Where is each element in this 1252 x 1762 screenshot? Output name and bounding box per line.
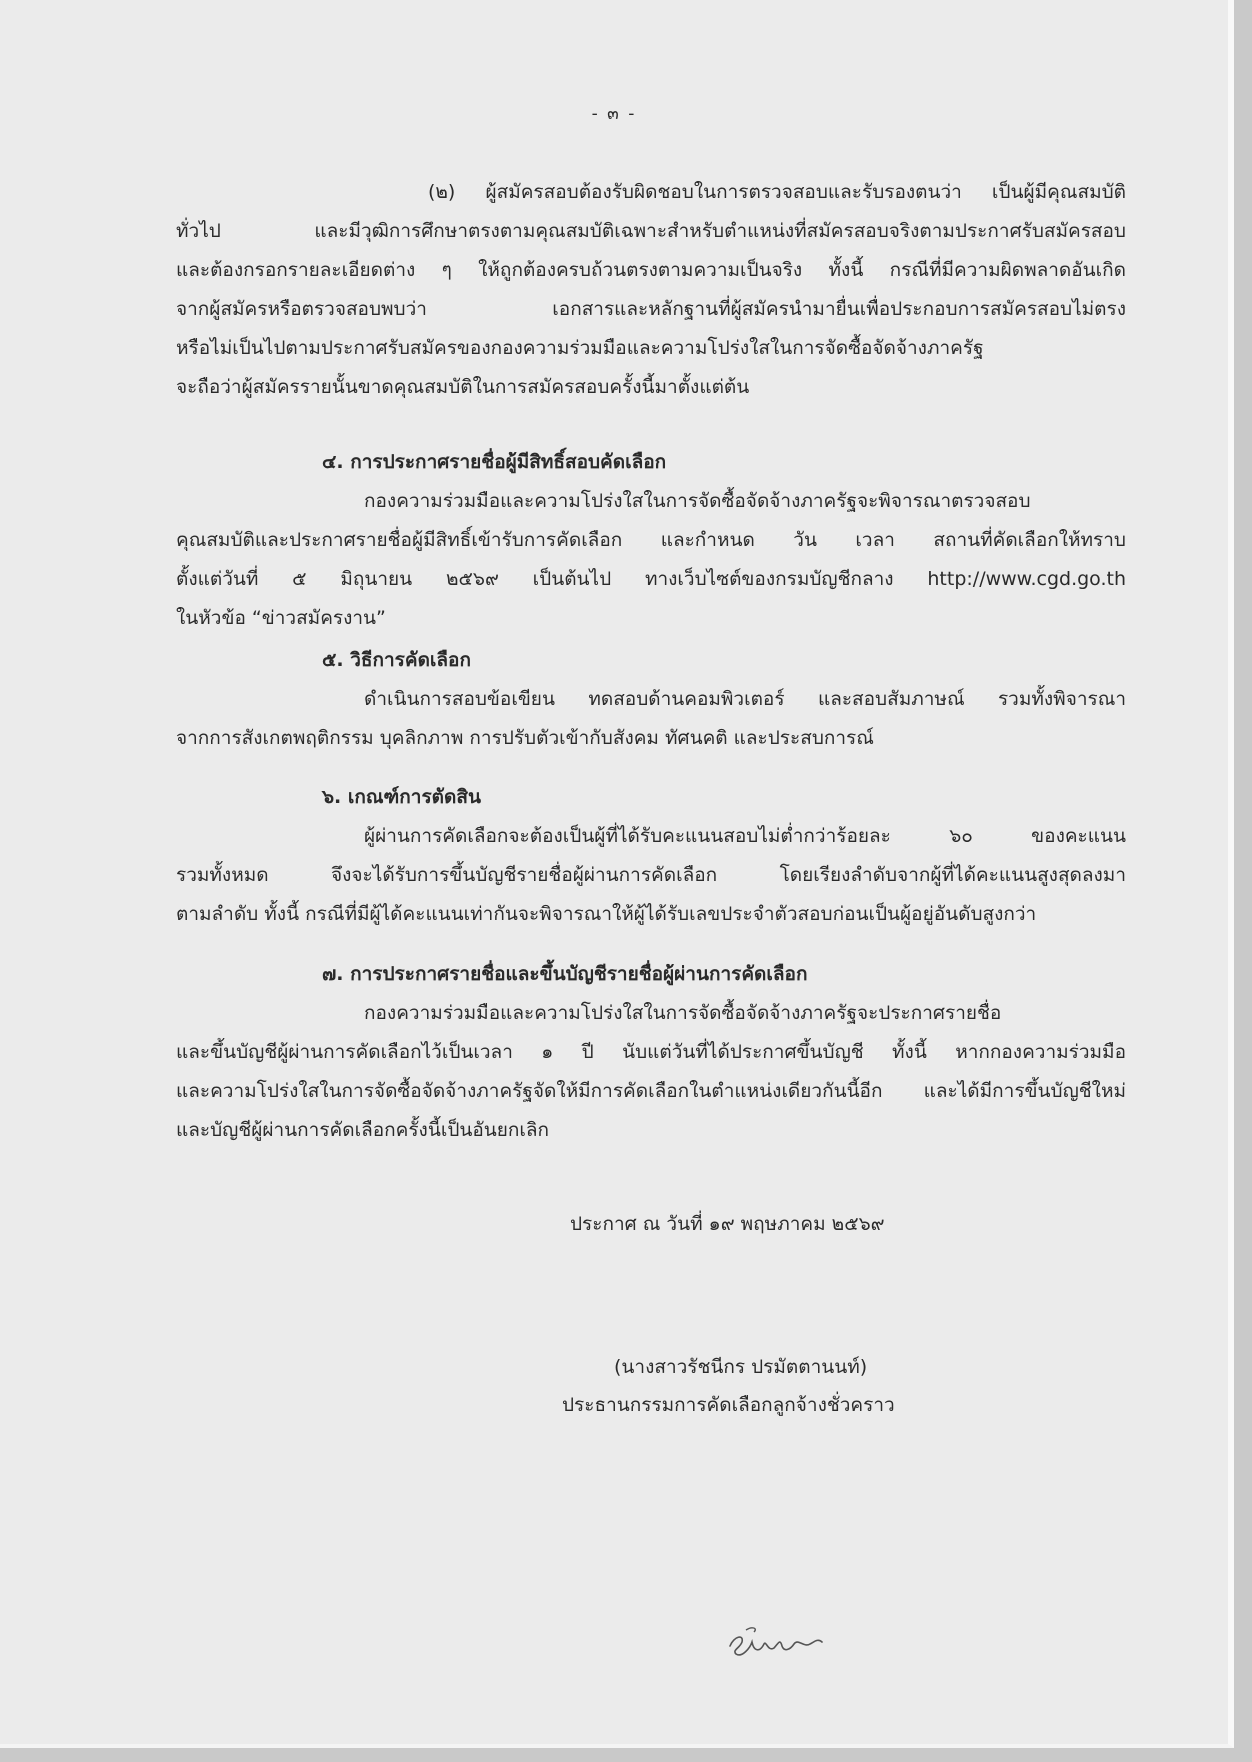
paragraph-line: ทั่วไป และมีวุฒิการศึกษาตรงตามคุณสมบัติเฉพาะสำหรับตำแหน่งที่สมัครสอบจริงตามประกาศรับสมัครสอบ	[176, 220, 1126, 242]
section-4-heading: ๔. การประกาศรายชื่อผู้มีสิทธิ์สอบคัดเลือก	[322, 451, 667, 473]
section-2-paragraph	[176, 173, 1126, 407]
announce-date: ประกาศ ณ วันที่ ๑๙ พฤษภาคม ๒๕๖๙	[570, 1213, 885, 1235]
paragraph-line: กองความร่วมมือและความโปร่งใสในการจัดซื้อจัดจ้างภาครัฐจะประกาศรายชื่อ	[364, 1002, 1002, 1024]
section-5	[176, 641, 1126, 758]
section-7-heading: ๗. การประกาศรายชื่อและขึ้นบัญชีรายชื่อผู้ผ่านการคัดเลือก	[322, 963, 808, 985]
paragraph-line: คุณสมบัติและประกาศรายชื่อผู้มีสิทธิ์เข้ารับการคัดเลือก และกำหนด วัน เวลา สถานที่คัดเลือกให้ทราบ	[176, 529, 1126, 551]
section-6-heading: ๖. เกณฑ์การตัดสิน	[322, 786, 481, 808]
paragraph-line: กองความร่วมมือและความโปร่งใสในการจัดซื้อจัดจ้างภาครัฐจะพิจารณาตรวจสอบ	[364, 490, 1031, 512]
signatory-position: ประธานกรรมการคัดเลือกลูกจ้างชั่วคราว	[562, 1394, 895, 1416]
paragraph-line: และบัญชีผู้ผ่านการคัดเลือกครั้งนี้เป็นอันยกเลิก	[176, 1119, 550, 1141]
section-5-heading: ๕. วิธีการคัดเลือก	[322, 649, 471, 671]
section-4	[176, 443, 1126, 638]
paragraph-line: และขึ้นบัญชีผู้ผ่านการคัดเลือกไว้เป็นเวลา ๑ ปี นับแต่วันที่ได้ประกาศขึ้นบัญชี ทั้งนี้ หากกองความร่วมมือ	[176, 1041, 1126, 1063]
paragraph-line: ผู้ผ่านการคัดเลือกจะต้องเป็นผู้ที่ได้รับคะแนนสอบไม่ต่ำกว่าร้อยละ ๖๐ ของคะแนน	[364, 825, 1126, 847]
paragraph-line: หรือไม่เป็นไปตามประกาศรับสมัครของกองความร่วมมือและความโปร่งใสในการจัดซื้อจัดจ้างภาครัฐ	[176, 337, 984, 359]
paragraph-line: จากผู้สมัครหรือตรวจสอบพบว่า เอกสารและหลักฐานที่ผู้สมัครนำมายื่นเพื่อประกอบการสมัครสอบไม่ตรง	[176, 298, 1126, 320]
paragraph-line: ตั้งแต่วันที่ ๕ มิถุนายน ๒๕๖๙ เป็นต้นไป ทางเว็บไซต์ของกรมบัญชีกลาง http://www.cgd.go.th	[176, 568, 1126, 590]
paragraph-line: ดำเนินการสอบข้อเขียน ทดสอบด้านคอมพิวเตอร์ และสอบสัมภาษณ์ รวมทั้งพิจารณา	[364, 688, 1126, 710]
paragraph-line: ในหัวข้อ “ข่าวสมัครงาน”	[176, 607, 386, 629]
section-6	[176, 778, 1126, 934]
section-7	[176, 955, 1126, 1150]
paragraph-line: รวมทั้งหมด จึงจะได้รับการขึ้นบัญชีรายชื่อผู้ผ่านการคัดเลือก โดยเรียงลำดับจากผู้ที่ได้คะแนนสูงสุดลงมา	[176, 864, 1126, 886]
handwritten-signature	[724, 1618, 834, 1668]
paragraph-line: ตามลำดับ ทั้งนี้ กรณีที่มีผู้ได้คะแนนเท่ากันจะพิจารณาให้ผู้ได้รับเลขประจำตัวสอบก่อนเป็นผู้อยู่อันดับสูงกว่า	[176, 903, 1037, 925]
paragraph-line: จากการสังเกตพฤติกรรม บุคลิกภาพ การปรับตัวเข้ากับสังคม ทัศนคติ และประสบการณ์	[176, 727, 874, 749]
paragraph-line: (๒) ผู้สมัครสอบต้องรับผิดชอบในการตรวจสอบและรับรองตนว่า เป็นผู้มีคุณสมบัติ	[428, 181, 1126, 203]
paragraph-line: และความโปร่งใสในการจัดซื้อจัดจ้างภาครัฐจัดให้มีการคัดเลือกในตำแหน่งเดียวกันนี้อีก และได้มีการขึ้นบัญชีใหม่	[176, 1080, 1126, 1102]
paragraph-line: และต้องกรอกรายละเอียดต่าง ๆ ให้ถูกต้องครบถ้วนตรงตามความเป็นจริง ทั้งนี้ กรณีที่มีความผิดพลาดอันเกิด	[176, 259, 1126, 281]
paragraph-line: จะถือว่าผู้สมัครรายนั้นขาดคุณสมบัติในการสมัครสอบครั้งนี้มาตั้งแต่ต้น	[176, 376, 750, 398]
page-number: - ๓ -	[591, 104, 637, 124]
signatory-name: (นางสาวรัชนีกร ปรมัตตานนท์)	[614, 1356, 868, 1378]
